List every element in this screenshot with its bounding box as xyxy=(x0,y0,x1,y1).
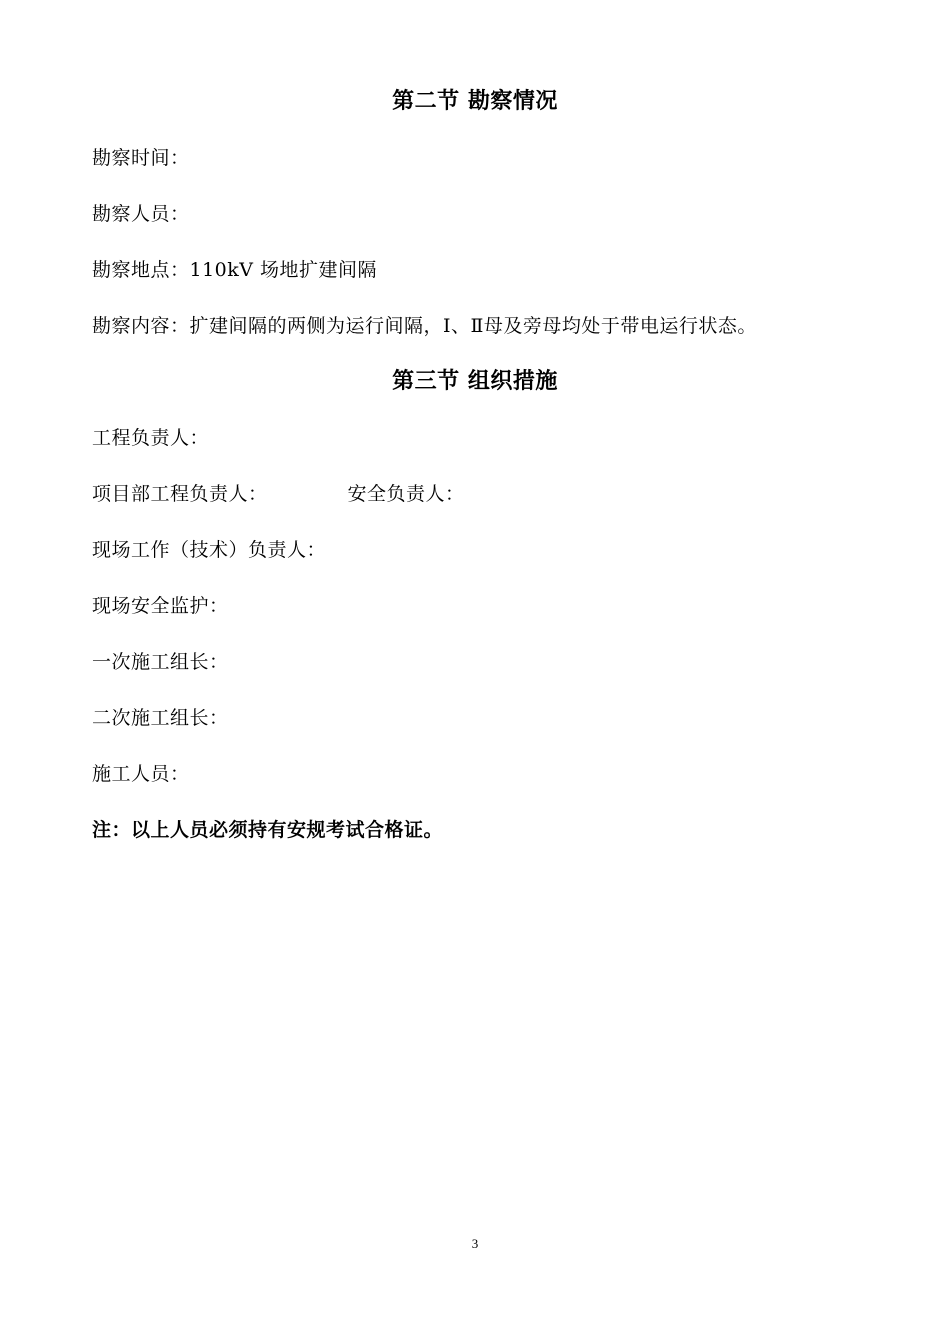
project-dept-line xyxy=(92,481,465,507)
survey-personnel-line: 勘察人员： xyxy=(92,203,190,225)
section-heading-survey: 第二节 勘察情况 xyxy=(392,89,558,114)
construction-personnel-line: 施工人员： xyxy=(92,763,190,785)
safety-leader-label: 安全负责人： xyxy=(347,483,465,505)
page-number: 3 xyxy=(471,1236,479,1251)
survey-location-line: 勘察地点：110kV 场地扩建间隔 xyxy=(92,259,378,281)
survey-content-line: 勘察内容：扩建间隔的两侧为运行间隔，Ⅰ、Ⅱ母及旁母均处于带电运行状态。 xyxy=(92,315,757,337)
survey-time-line: 勘察时间： xyxy=(92,147,190,169)
site-safety-supervisor-line: 现场安全监护： xyxy=(92,595,229,617)
project-dept-leader-label: 项目部工程负责人： xyxy=(92,483,268,505)
secondary-construction-leader-line: 二次施工组长： xyxy=(92,707,229,729)
certification-note: 注：以上人员必须持有安规考试合格证。 xyxy=(92,819,444,841)
primary-construction-leader-line: 一次施工组长： xyxy=(92,651,229,673)
project-leader-line: 工程负责人： xyxy=(92,427,210,449)
section-heading-organization: 第三节 组织措施 xyxy=(392,369,558,394)
site-technical-leader-line: 现场工作（技术）负责人： xyxy=(92,539,327,561)
